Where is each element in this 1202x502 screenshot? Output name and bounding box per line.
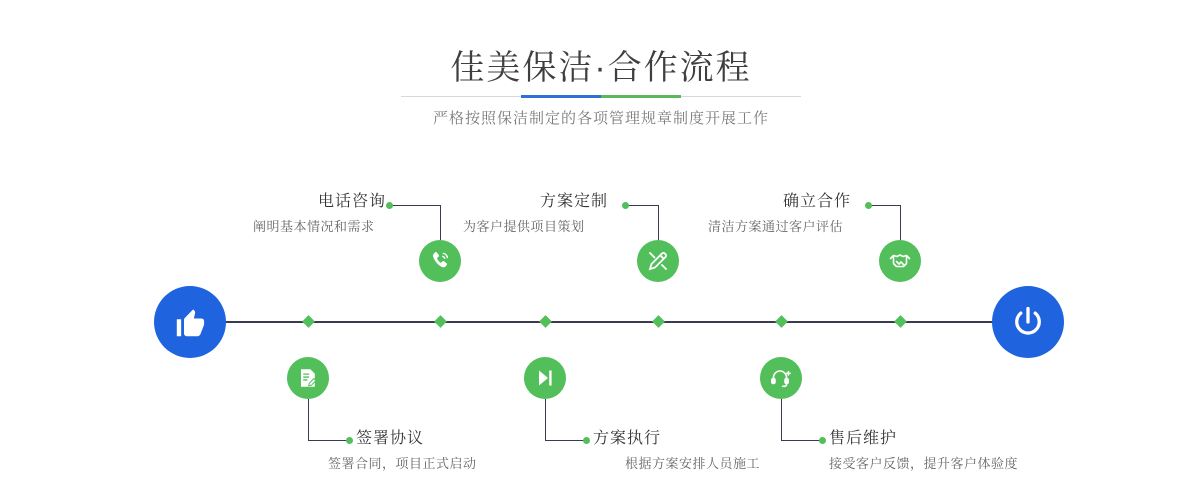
axis-marker (539, 315, 552, 328)
connector-vertical-1 (440, 205, 441, 240)
connector-vertical-2 (308, 399, 309, 440)
step-desc-3: 为客户提供项目策划 (463, 219, 585, 234)
step-node-2 (287, 357, 329, 399)
divider-accent-blue (521, 95, 601, 98)
connector-vertical-4 (545, 399, 546, 440)
timeline-end-node (992, 286, 1064, 358)
step-node-6 (760, 357, 802, 399)
step-desc-5: 清洁方案通过客户评估 (708, 219, 844, 234)
title-divider (0, 95, 1202, 99)
divider-accent-green (601, 95, 681, 98)
axis-marker (434, 315, 447, 328)
step-desc-1: 阐明基本情况和需求 (253, 219, 375, 234)
connector-vertical-5 (900, 205, 901, 240)
handshake-icon (888, 249, 912, 273)
connector-horizontal-4 (545, 440, 587, 441)
connector-horizontal-6 (781, 440, 823, 441)
connector-vertical-3 (658, 205, 659, 240)
connector-horizontal-3 (625, 205, 658, 206)
connector-dot-5 (865, 202, 872, 209)
connector-horizontal-5 (868, 205, 900, 206)
step-title-4: 方案执行 (593, 430, 662, 447)
step-desc-2: 签署合同，项目正式启动 (328, 456, 477, 471)
connector-dot-6 (819, 437, 826, 444)
connector-horizontal-2 (308, 440, 350, 441)
step-node-5 (879, 240, 921, 282)
step-node-3 (637, 240, 679, 282)
thumbs-up-icon (172, 304, 208, 340)
document-edit-icon (296, 366, 320, 390)
step-title-1: 电话咨询 (318, 193, 387, 210)
connector-dot-2 (346, 437, 353, 444)
step-desc-6: 接受客户反馈，提升客户体验度 (829, 456, 1019, 471)
axis-marker (775, 315, 788, 328)
page-subtitle: 严格按照保洁制定的各项管理规章制度开展工作 (432, 110, 769, 127)
connector-horizontal-1 (389, 205, 440, 206)
step-title-5: 确立合作 (783, 193, 852, 210)
connector-vertical-6 (781, 399, 782, 440)
connector-dot-1 (386, 202, 393, 209)
connector-dot-3 (622, 202, 629, 209)
step-desc-4: 根据方案安排人员施工 (625, 456, 761, 471)
timeline-start-node (154, 286, 226, 358)
play-forward-icon (533, 366, 557, 390)
headset-support-icon (769, 366, 793, 390)
axis-marker (894, 315, 907, 328)
step-node-1 (419, 240, 461, 282)
power-icon (1010, 304, 1046, 340)
step-title-6: 售后维护 (829, 430, 898, 447)
pen-ruler-icon (646, 249, 670, 273)
step-node-4 (524, 357, 566, 399)
page-title: 佳美保洁·合作流程 (450, 49, 752, 87)
axis-marker (652, 315, 665, 328)
axis-marker (302, 315, 315, 328)
phone-call-icon (428, 249, 452, 273)
step-title-2: 签署协议 (356, 430, 425, 447)
connector-dot-4 (583, 437, 590, 444)
step-title-3: 方案定制 (540, 193, 609, 210)
